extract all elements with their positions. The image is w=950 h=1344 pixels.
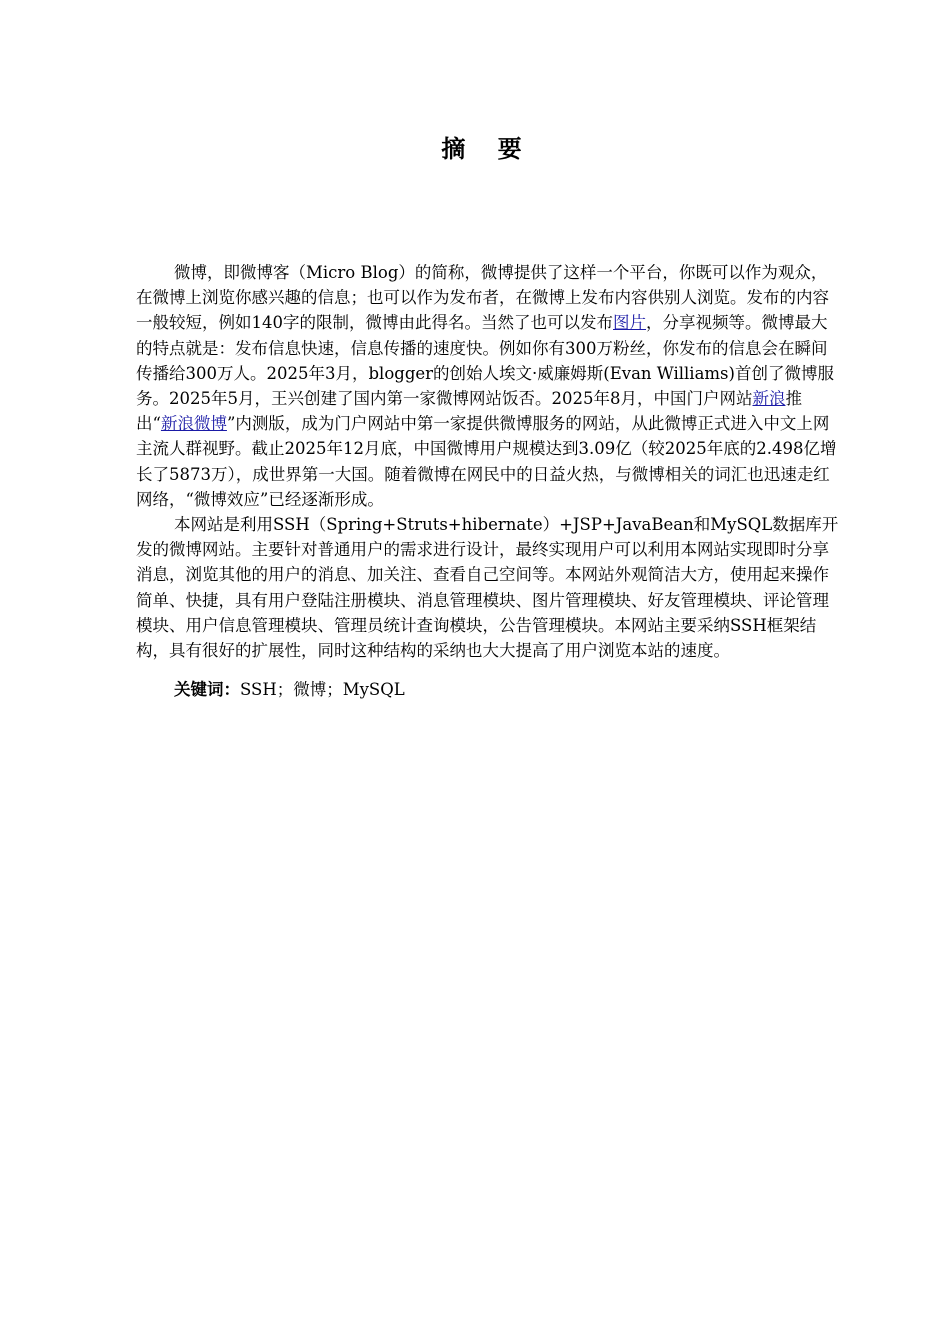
abstract-paragraph-1 — [136, 260, 840, 512]
keywords-label: 关键词： — [174, 680, 240, 700]
link-sina[interactable]: 新浪 — [752, 389, 786, 409]
paragraph-1-text-3: 推出“ — [136, 389, 802, 434]
keywords-value: SSH；微博；MySQL — [240, 680, 405, 700]
keywords-line — [136, 677, 840, 702]
abstract-body — [136, 260, 840, 702]
link-sina-weibo[interactable]: 新浪微博 — [160, 414, 227, 434]
link-picture[interactable]: 图片 — [613, 313, 646, 333]
paragraph-1-text-2: ，分享视频等。微博最大的特点就是：发布信息快速，信息传播的速度快。例如你有300万粉丝，你发布的信息会在瞬间传播给300万人。2025年3月，blogger的创始人埃文·威廉姆斯(Evan Williams)首创了微博服务。2025年5月，王兴创建了国内第一家微博网站饭否。2025年8月，中国门户网站 — [136, 313, 834, 409]
abstract-title: 摘 要 — [441, 135, 534, 163]
paragraph-1-text-1: 微博，即微博客（Micro Blog）的简称，微博提供了这样一个平台，你既可以作为观众，在微博上浏览你感兴趣的信息；也可以作为发布者，在微博上发布内容供别人浏览。发布的内容一般较短，例如140字的限制，微博由此得名。当然了也可以发布 — [136, 263, 829, 333]
paragraph-1-text-4: ”内测版，成为门户网站中第一家提供微博服务的网站，从此微博正式进入中文上网主流人群视野。截止2025年12月底，中国微博用户规模达到3.09亿（较2025年底的2.498亿增长了5873万），成世界第一大国。随着微博在网民中的日益火热，与微博相关的词汇也迅速走红网络，“微博效应”已经逐渐形成。 — [136, 414, 837, 509]
abstract-paragraph-2: 本网站是利用SSH（Spring+Struts+hibernate）+JSP+JavaBean和MySQL数据库开发的微博网站。主要针对普通用户的需求进行设计，最终实现用户可以利用本网站实现即时分享消息，浏览其他的用户的消息、加关注、查看自己空间等。本网站外观简洁大方，使用起来操作简单、快捷，具有用户登陆注册模块、消息管理模块、图片管理模块、好友管理模块、评论管理模块、用户信息管理模块、管理员统计查询模块，公告管理模块。本网站主要采纳SSH框架结构，具有很好的扩展性，同时这种结构的采纳也大大提高了用户浏览本站的速度。 — [136, 515, 839, 661]
